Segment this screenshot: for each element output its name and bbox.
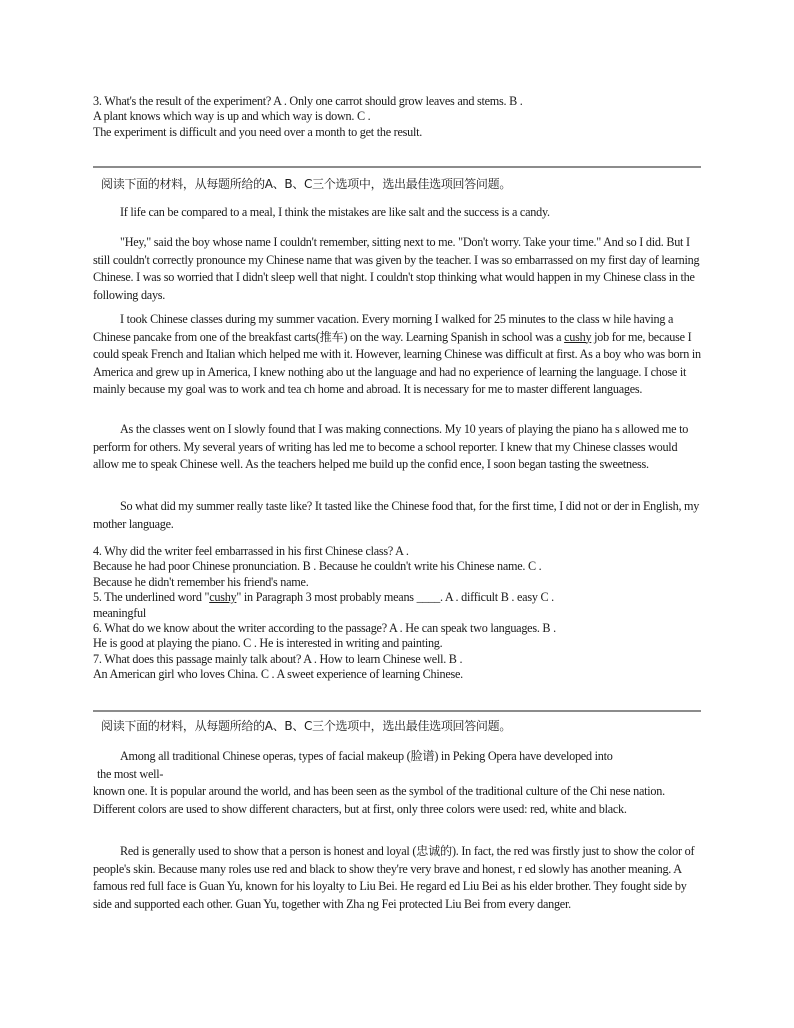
passage2-paragraph-1 (93, 748, 701, 818)
questions-4-7 (93, 544, 701, 683)
q4-line-1: 4. Why did the writer feel embarrassed in his first Chinese class? A . (93, 544, 409, 558)
q7-line-1: 7. What does this passage mainly talk about? A . How to learn Chinese well. B . (93, 651, 463, 666)
q3-line-2: A plant knows which way is up and which way is down. C . (93, 109, 371, 124)
q4-line-3: Because he didn't remember his friend's name. (93, 574, 309, 589)
q3-line-3: The experiment is difficult and you need over a month to get the result. (93, 124, 423, 139)
q5-line-2: meaningful (93, 605, 147, 620)
passage2-paragraph-2: Red is generally used to show that a person is honest and loyal (忠诚的). In fact, the red was firstly just to show the color of people's skin. Because many roles use red and black to show they're very brave and honest, r ed slowly has another meaning. A famous red full face is Guan Yu, known for his loyalty to Liu Bei. He regard ed Liu Bei as his elder brother. They fought side by side and supported each other. Guan Yu, together with Zha ng Fei protected Liu Bei from every danger. (93, 844, 695, 911)
q6-line-1: 6. What do we know about the writer according to the passage? A . He can speak two languages. B . (93, 621, 556, 636)
underlined-word-cushy: cushy (564, 329, 592, 344)
p3-text-a: I took Chinese classes during my summer vacation. Every morning I walked for 25 minutes to the class w hile having a Chinese pancake from one of the breakfast carts(推车) on the way. Learning Spanish in school was a (93, 312, 674, 344)
passage1-paragraph-1: If life can be compared to a meal, I think the mistakes are like salt and the success is a candy. (120, 205, 550, 219)
question-3 (93, 94, 701, 140)
passage1-paragraph-2: "Hey," said the boy whose name I couldn't remember, sitting next to me. "Don't worry. Take your time." And so I did. But I still couldn't correctly pronounce my Chinese name that was given by the teacher. I was so embarrassed on my first day of learning Chinese. I was so worried that I didn't sleep well that night. I couldn't stop thinking what would happen in my Chinese class in the following days. (93, 235, 700, 302)
passage1-paragraph-3 (93, 311, 701, 399)
section-divider (93, 166, 701, 168)
section-header-2: 阅读下面的材料，从每题所给的A、B、C三个选项中，选出最佳选项回答问题。 (101, 719, 512, 733)
p3-text-b: job for me, because I could speak French and Italian which helped me with it. However, learning Chinese was difficult at first. As a boy who was born in America and grew up in America, I knew nothing abo ut the language and had no experience of learning the language. I chose it mainly because my goal was to work and tea ch home and abroad. It is necessary for me to master different languages. (93, 329, 701, 397)
q5-underlined-word: cushy (209, 590, 237, 605)
section-header: 阅读下面的材料，从每题所给的A、B、C三个选项中，选出最佳选项回答问题。 (101, 177, 512, 191)
q4-line-2: Because he had poor Chinese pronunciation. B . Because he couldn't write his Chinese name. C . (93, 559, 542, 574)
p2-1-line-1: Among all traditional Chinese operas, types of facial makeup (脸谱) in Peking Opera have developed into (120, 749, 613, 763)
q3-line-1: 3. What's the result of the experiment? A . Only one carrot should grow leaves and stems. B . (93, 94, 523, 108)
q5-text-a: 5. The underlined word " (93, 590, 210, 605)
q7-line-2: An American girl who loves China. C . A sweet experience of learning Chinese. (93, 667, 463, 682)
q5-text-b: " in Paragraph 3 most probably means ____. A . difficult B . easy C . (236, 590, 554, 605)
q5-line-1 (93, 590, 701, 605)
p2-1-line-2: the most well- (97, 766, 164, 781)
section-divider-2 (93, 710, 701, 712)
passage1-paragraph-5: So what did my summer really taste like? It tasted like the Chinese food that, for the first time, I did not or der in English, my mother language. (93, 499, 700, 531)
passage1-paragraph-4: As the classes went on I slowly found that I was making connections. My 10 years of playing the piano ha s allowed me to perform for others. My several years of writing has led me to become a school reporter. I knew that my Chinese classes would allow me to speak Chinese well. As the teachers helped me build up the confid ence, I soon began tasting the sweetness. (93, 422, 689, 472)
p2-1-rest: known one. It is popular around the world, and has been seen as the symbol of the traditional culture of the Chi nese nation. Different colors are used to show different characters, but at first, only three colors were used: red, white and black. (93, 784, 665, 816)
q6-line-2: He is good at playing the piano. C . He is interested in writing and painting. (93, 636, 443, 651)
